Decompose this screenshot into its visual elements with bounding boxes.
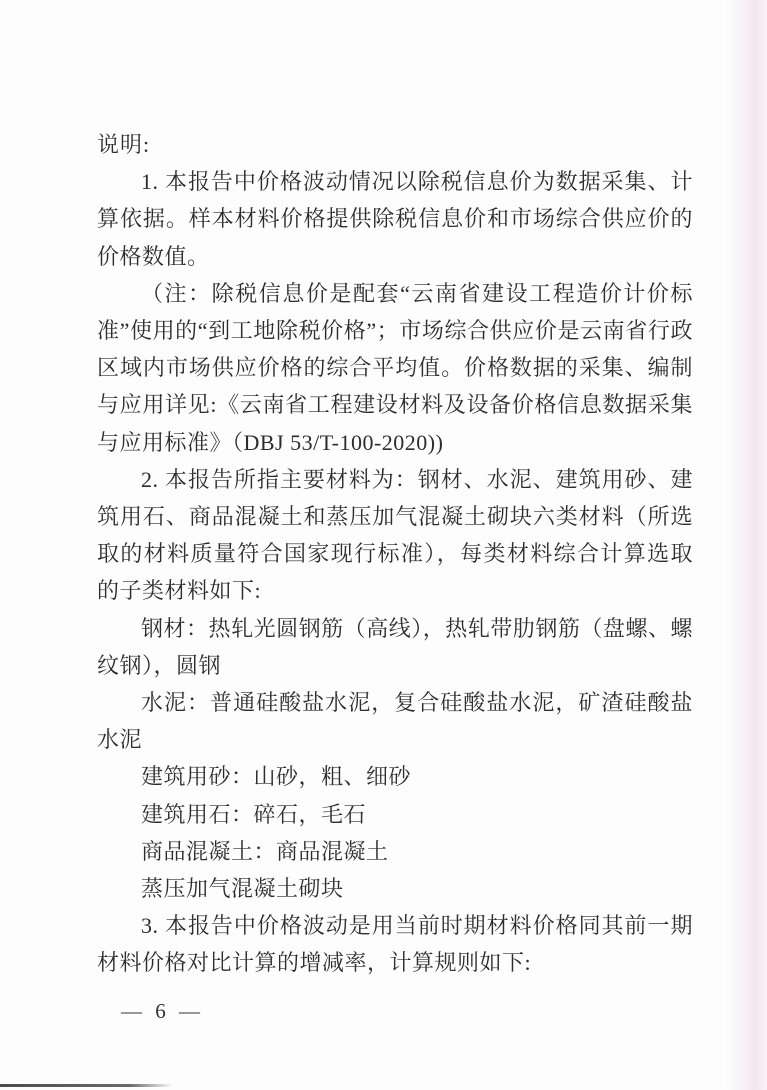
paragraph: 蒸压加气混凝土砌块 <box>141 876 344 902</box>
scan-edge-artifact <box>725 0 767 1090</box>
paragraph: 建筑用石：碎石，毛石 <box>141 801 367 827</box>
paragraph: 3. 本报告中价格波动是用当前时期材料价格同其前一期材料价格对比计算的增减率，计算规则如下: <box>97 913 693 976</box>
paragraph-list <box>97 163 693 981</box>
paragraph: 建筑用砂：山砂，粗、细砂 <box>141 764 412 790</box>
paragraph: 水泥：普通硅酸盐水泥，复合硅酸盐水泥，矿渣硅酸盐水泥 <box>97 690 693 753</box>
document-heading: 说明: <box>97 132 151 157</box>
paragraph: 商品混凝土：商品混凝土 <box>141 838 389 864</box>
document-body <box>97 126 693 982</box>
page-number: — 6 — <box>121 999 204 1023</box>
scan-line-artifact <box>0 1084 173 1087</box>
paragraph: 钢材：热轧光圆钢筋（高线），热轧带肋钢筋（盘螺、螺纹钢），圆钢 <box>97 615 693 678</box>
paragraph: 2. 本报告所指主要材料为：钢材、水泥、建筑用砂、建筑用石、商品混凝土和蒸压加气混凝土砌块六类材料（所选取的材料质量符合国家现行标准），每类材料综合计算选取的子类材料如下: <box>97 466 693 604</box>
paragraph: （注：除税信息价是配套“云南省建设工程造价计价标准”使用的“到工地除税价格”；市场综合供应价是云南省行政区域内市场供应价格的综合平均值。价格数据的采集、编制与应用详见:《云南省工程建设材料及设备价格信息数据采集与应用标准》（DBJ 53/T-100-2020)) <box>97 280 693 455</box>
paragraph: 1. 本报告中价格波动情况以除税信息价为数据采集、计算依据。样本材料价格提供除税信息价和市场综合供应价的价格数值。 <box>97 169 693 269</box>
